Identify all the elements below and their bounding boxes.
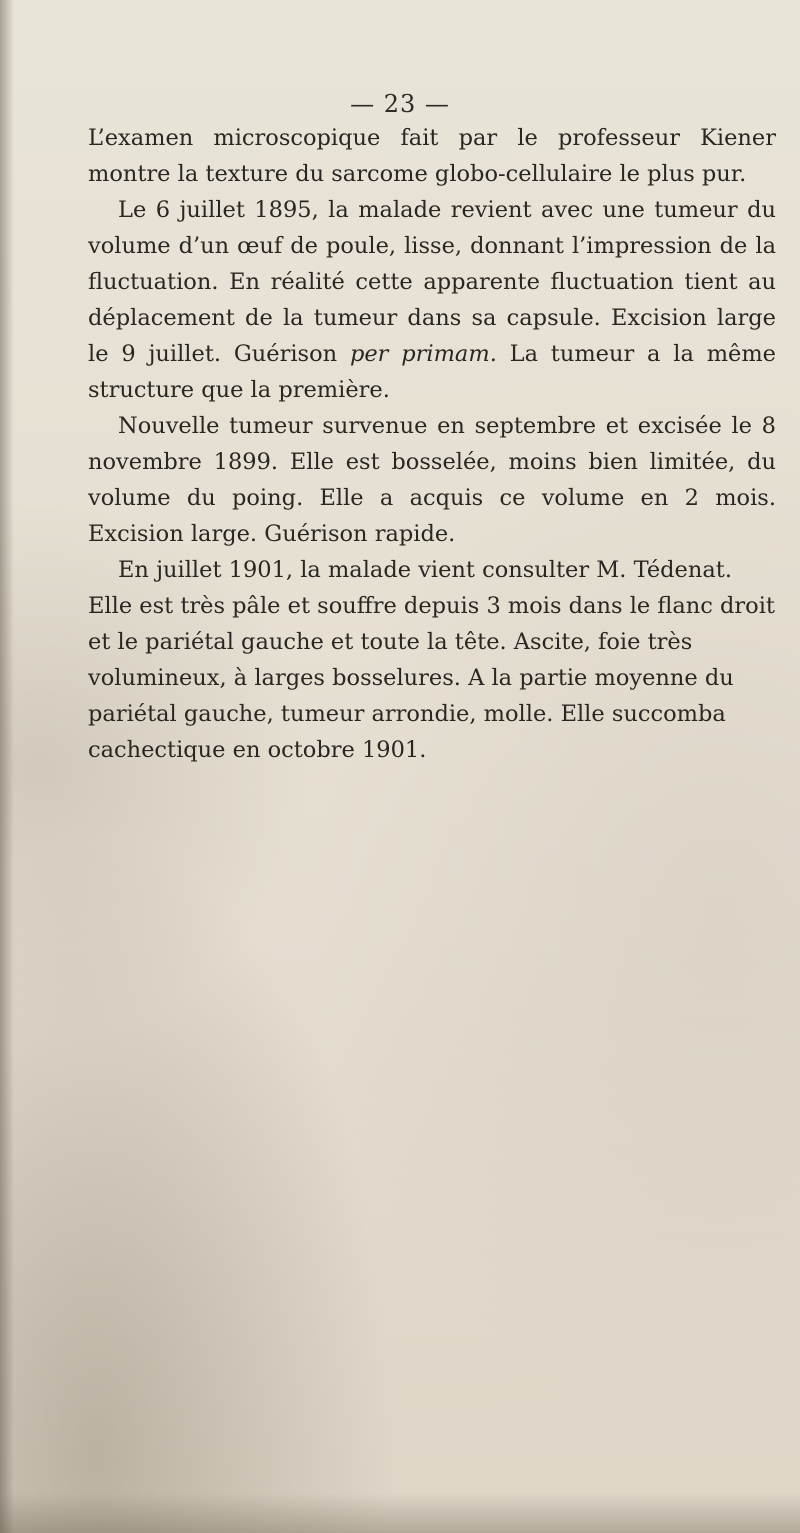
paragraph-text: . La tumeur a la même structure que la première. — [88, 341, 776, 403]
paragraph-microscopic-exam: L’examen microscopique fait par le professeur Kiener montre la texture du sarcome globo-cellulaire le plus pur. — [88, 125, 776, 187]
paragraph-july-1895 — [88, 192, 776, 408]
latin-phrase: per primam — [349, 341, 490, 367]
page-left-shadow — [0, 0, 14, 1533]
body-text — [88, 120, 776, 768]
paragraph-text: Le 6 juillet 1895, la malade revient avec une tumeur du volume d’un œuf de poule, lisse, donnant l’impression de la fluctuation. En réalité cette apparente fluctuation tient au déplacement de la tumeur dans sa capsule. Excision large le 9 juillet. Guérison — [88, 197, 776, 367]
paragraph-new-tumour-1899: Nouvelle tumeur survenue en septembre et excisée le 8 novembre 1899. Elle est bosselée, moins bien limitée, du volume du poing. Elle a acquis ce volume en 2 mois. Excision large. Guérison rapide. — [88, 413, 776, 547]
paragraph-july-1901: En juillet 1901, la malade vient consulter M. Tédenat. Elle est très pâle et souffre depuis 3 mois dans le flanc droit et le pariétal gauche et toute la tête. Ascite, foie très volumineux, à larges bosselures. A la partie moyenne du pariétal gauche, tumeur arrondie, molle. Elle succomba cachectique en octobre 1901. — [88, 557, 775, 763]
page-number: — 23 — — [350, 90, 450, 118]
page-bottom-shadow — [0, 1493, 800, 1533]
